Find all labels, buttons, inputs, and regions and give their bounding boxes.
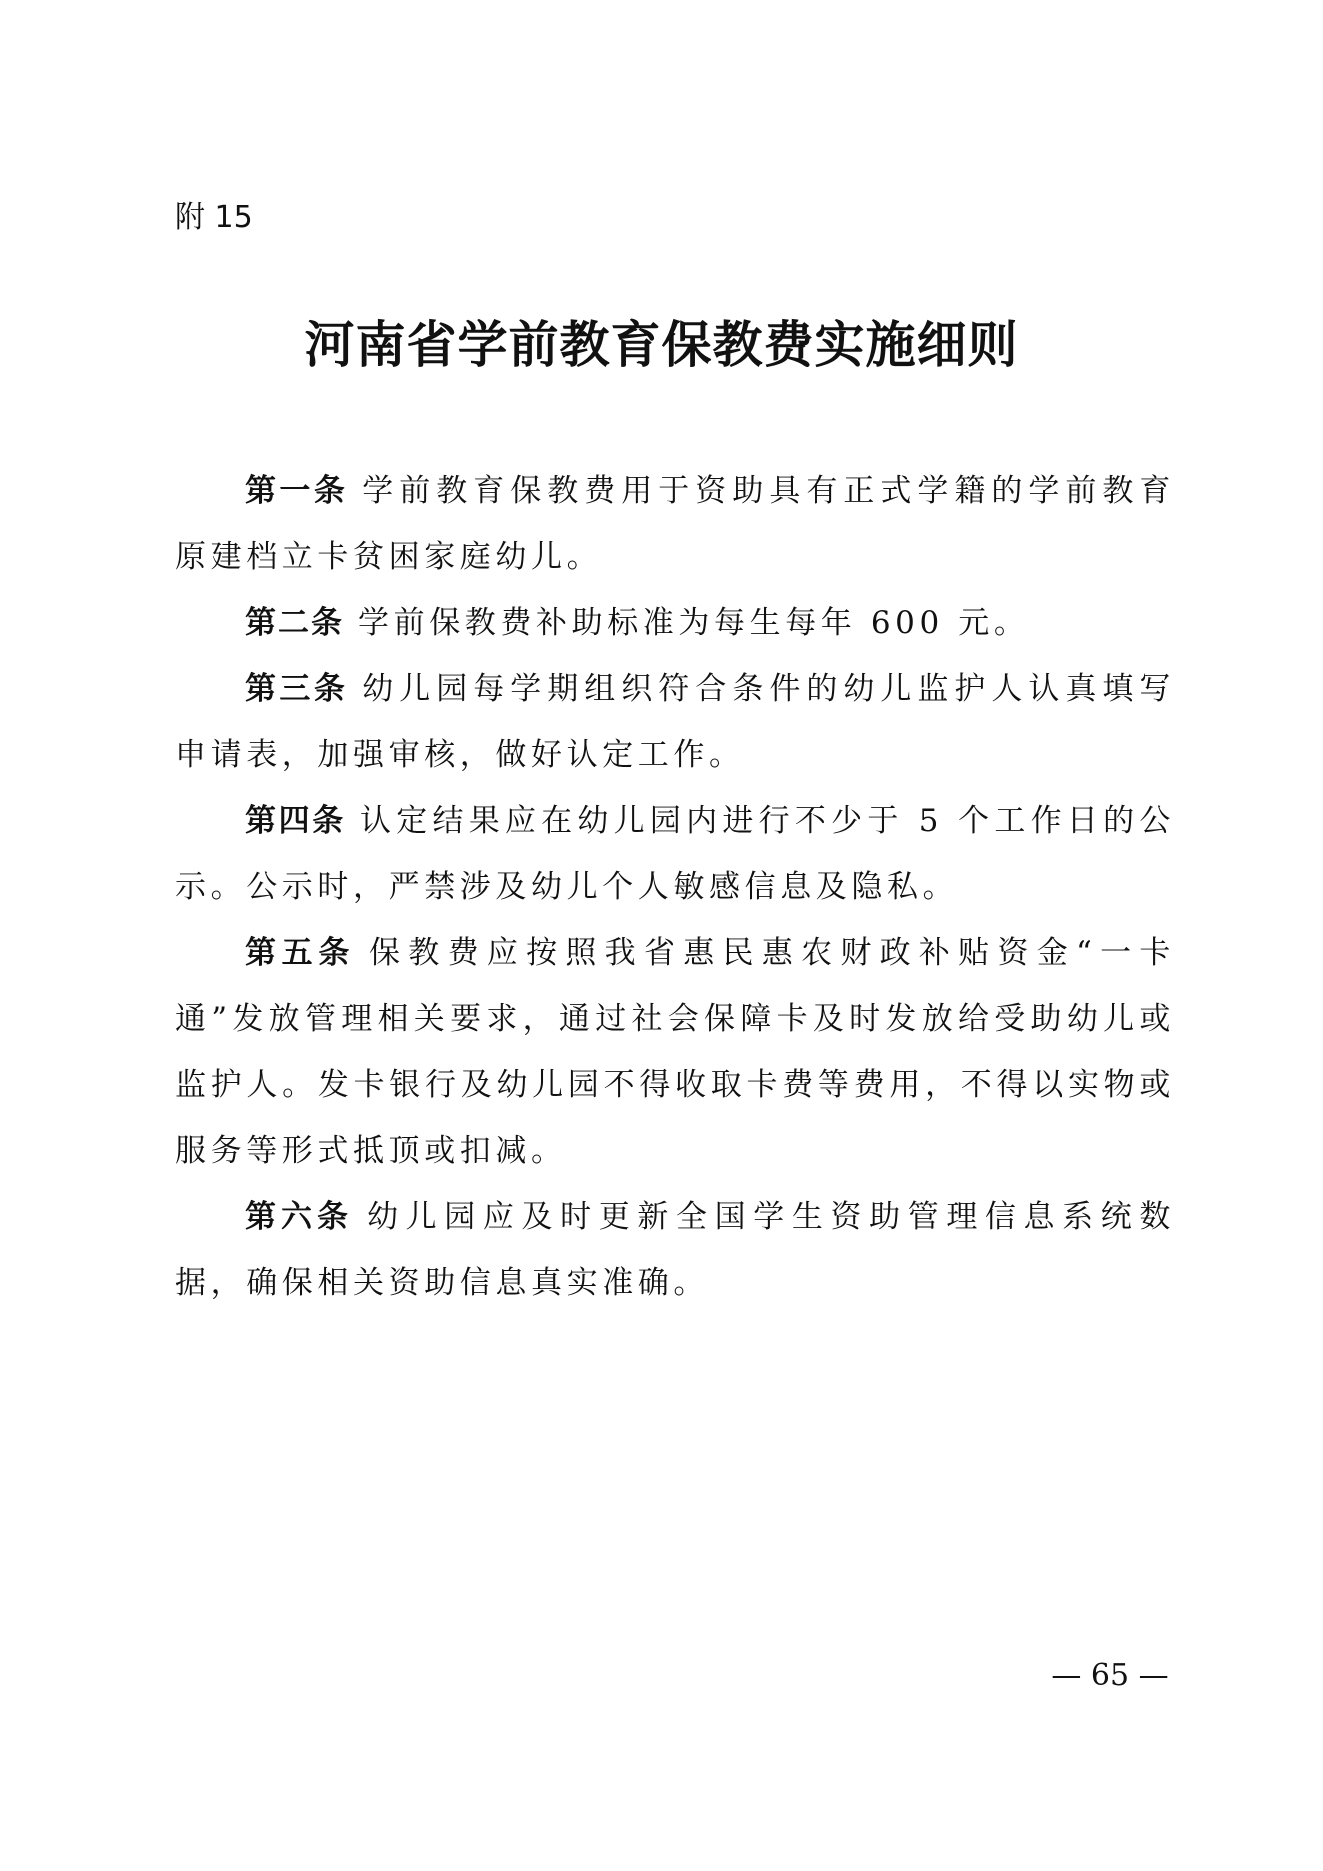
article-2 (175, 590, 1175, 656)
article-4 (175, 788, 1175, 920)
article-text: 保教费应按照我省惠民惠农财政补贴资金“一卡通”发放管理相关要求，通过社会保障卡及时发放给受助幼儿或监护人。发卡银行及幼儿园不得收取卡费等费用，不得以实物或服务等形式抵顶或扣减。 (175, 935, 1175, 1169)
article-text: 幼儿园应及时更新全国学生资助管理信息系统数据，确保相关资助信息真实准确。 (175, 1199, 1175, 1301)
page-title: 河南省学前教育保教费实施细则 (304, 316, 1019, 374)
article-heading: 第六条 (245, 1199, 354, 1235)
document-body (175, 458, 1175, 1316)
article-heading: 第三条 (245, 671, 349, 707)
article-heading: 第一条 (245, 473, 349, 509)
article-text: 幼儿园每学期组织符合条件的幼儿监护人认真填写申请表，加强审核，做好认定工作。 (175, 671, 1176, 773)
attachment-label: 附 15 (175, 200, 253, 235)
article-text: 学前保教费补助标准为每生每年 600 元。 (358, 605, 1030, 641)
article-heading: 第五条 (245, 935, 356, 971)
article-text: 认定结果应在幼儿园内进行不少于 5 个工作日的公示。公示时，严禁涉及幼儿个人敏感信息及隐私。 (175, 803, 1175, 905)
article-3 (175, 656, 1175, 788)
article-heading: 第四条 (245, 803, 346, 839)
page-number: — 65 — (1051, 1658, 1169, 1693)
article-heading: 第二条 (245, 605, 344, 641)
article-5 (175, 920, 1175, 1184)
article-6 (175, 1184, 1175, 1316)
article-1 (175, 458, 1175, 590)
article-text: 学前教育保教费用于资助具有正式学籍的学前教育原建档立卡贫困家庭幼儿。 (175, 473, 1176, 575)
